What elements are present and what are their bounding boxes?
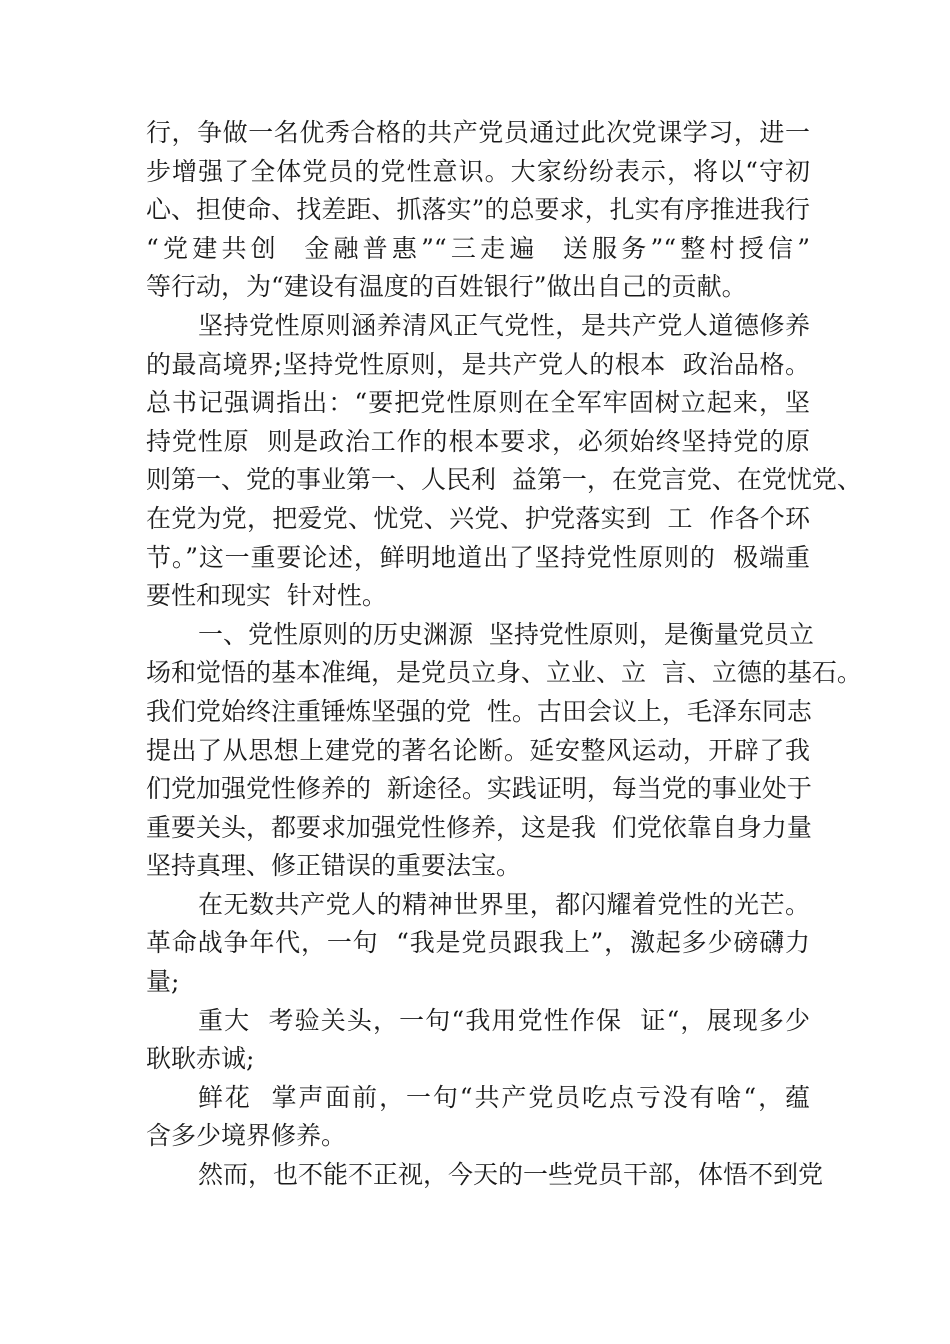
body-text [146, 114, 862, 1195]
text-line: 鲜花 掌声面前，一句“共产党员吃点亏没有啥“，蕴 [198, 1082, 810, 1112]
text-line: 重要关头，都要求加强党性修养，这是我 们党依靠自身力量 [146, 812, 812, 842]
text-line: 要性和现实 针对性。 [146, 581, 387, 611]
text-line: 重大 考验关头，一句“我用党性作保 证“，展现多少 [198, 1005, 810, 1035]
text-line: 等行动，为“建设有温度的百姓银行”做出自己的贡献。 [146, 272, 747, 302]
text-line: 含多少境界修养。 [146, 1121, 347, 1151]
text-line: 坚持真理、修正错误的重要法宝。 [146, 851, 522, 881]
text-line: 耿耿赤诚; [146, 1044, 255, 1074]
text-line: 们党加强党性修养的 新途径。实践证明，每当党的事业处于 [146, 774, 812, 804]
text-line: 提出了从思想上建党的著名论断。延安整风运动，开辟了我 [146, 735, 810, 765]
text-line: 的最高境界;坚持党性原则，是共产党人的根本 政治品格。 [146, 349, 810, 379]
text-line: 节。”这一重要论述，鲜明地道出了坚持党性原则的 极端重 [146, 542, 810, 572]
text-line: 则第一、党的事业第一、人民利 益第一，在党言党、在党忧党、 [146, 465, 862, 495]
text-line: 持党性原 则是政治工作的根本要求，必须始终坚持党的原 [146, 426, 810, 456]
text-line: 量; [146, 967, 180, 997]
text-line: 坚持党性原则涵养清风正气党性，是共产党人道德修养 [198, 310, 810, 340]
text-line: 一、党性原则的历史渊源 坚持党性原则，是衡量党员立 [198, 619, 814, 649]
text-line: 总书记强调指出：“要把党性原则在全军牢固树立起来，坚 [146, 388, 810, 418]
text-line: 场和觉悟的基本准绳，是党员立身、立业、立 言、立德的基石。 [146, 658, 862, 688]
text-line: 心、担使命、找差距、抓落实”的总要求，扎实有序推进我行 [146, 195, 810, 225]
text-line: “党建共创 金融普惠”“三走遍 送服务”“整村授信” [146, 233, 810, 263]
text-line: 我们党始终注重锤炼坚强的党 性。古田会议上，毛泽东同志 [146, 696, 812, 726]
text-line: 革命战争年代，一句 “我是党员跟我上”，激起多少磅礴力 [146, 928, 810, 958]
text-line: 在无数共产党人的精神世界里，都闪耀着党性的光芒。 [198, 889, 810, 919]
text-line: 在党为党，把爱党、忧党、兴党、护党落实到 工 作各个环 [146, 503, 810, 533]
text-line: 行，争做一名优秀合格的共产党员通过此次党课学习，进一 [146, 118, 810, 147]
text-line: 步增强了全体党员的党性意识。大家纷纷表示，将以“守初 [146, 156, 810, 186]
text-line: 然而，也不能不正视，今天的一些党员干部，体悟不到党 [198, 1160, 824, 1190]
